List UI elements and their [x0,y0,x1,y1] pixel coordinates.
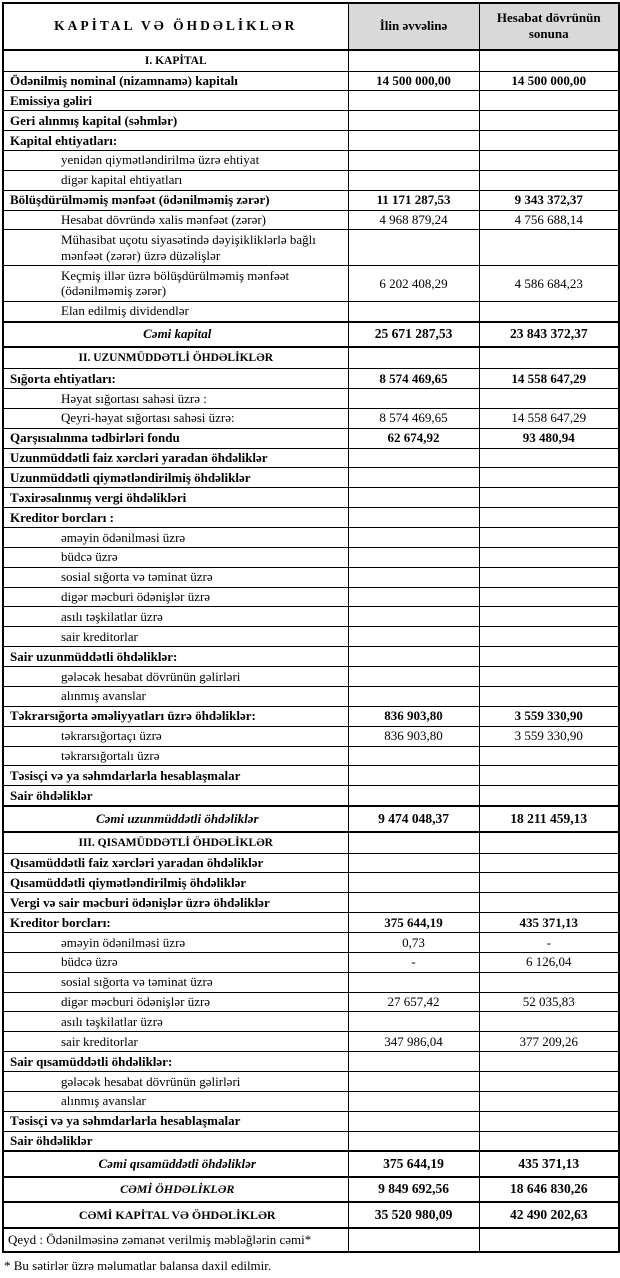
table-row [3,230,619,266]
value-period-end [479,1131,619,1151]
value-year-start: 9 474 048,37 [348,806,479,831]
table-row [3,1052,619,1072]
row-label: büdcə üzrə [3,952,348,972]
row-label: əməyin ödənilməsi üzrə [3,933,348,953]
value-period-end [479,131,619,151]
value-period-end [479,873,619,893]
value-year-start [348,508,479,528]
table-row [3,1111,619,1131]
value-period-end [479,1091,619,1111]
table-row [3,627,619,647]
value-year-start [348,647,479,667]
row-label: Cəmi uzunmüddətli öhdəliklər [3,806,348,831]
table-row [3,893,619,913]
table-row [3,170,619,190]
value-period-end [479,547,619,567]
row-label: Cəmi qısamüddətli öhdəliklər [3,1151,348,1176]
value-year-start [348,627,479,647]
value-year-start [348,873,479,893]
row-label: Sair uzunmüddətli öhdəliklər: [3,647,348,667]
value-year-start: 8 574 469,65 [348,408,479,428]
value-period-end: 23 843 372,37 [479,322,619,347]
row-label: Bölüşdürülməmiş mənfəət (ödənilməmiş zərər) [3,190,348,210]
row-label: Vergi və sair məcburi ödənişlər üzrə öhdəliklər [3,893,348,913]
table-row [3,667,619,687]
value-year-start [348,131,479,151]
row-label: Qeyd : Ödənilməsinə zəmanət verilmiş məbləğlərin cəmi* [3,1228,348,1252]
row-label: I. KAPİTAL [3,50,348,72]
value-period-end [479,853,619,873]
row-label: Uzunmüddətli qiymətləndirilmiş öhdəliklər [3,468,348,488]
value-period-end: 6 126,04 [479,952,619,972]
table-row [3,746,619,766]
value-year-start [348,230,479,266]
value-period-end: 435 371,13 [479,1151,619,1176]
table-row [3,726,619,746]
table-row [3,647,619,667]
value-period-end: 14 558 647,29 [479,369,619,389]
row-label: Sair öhdəliklər [3,1131,348,1151]
row-label: Uzunmüddətli faiz xərcləri yaradan öhdəliklər [3,448,348,468]
value-year-start: 347 986,04 [348,1032,479,1052]
row-label: sosial sığorta və təminat üzrə [3,567,348,587]
table-row [3,1032,619,1052]
value-year-start [348,389,479,409]
row-label: Təkrarsığorta əməliyyatları üzrə öhdəliklər: [3,706,348,726]
table-row [3,190,619,210]
row-label: alınmış avanslar [3,686,348,706]
row-label: II. UZUNMÜDDƏTLİ ÖHDƏLİKLƏR [3,347,348,369]
value-year-start: 35 520 980,09 [348,1202,479,1227]
value-period-end [479,347,619,369]
value-year-start [348,150,479,170]
header-year-start: İlin əvvəlinə [348,3,479,50]
table-row [3,301,619,321]
table-row [3,873,619,893]
value-period-end [479,587,619,607]
table-row [3,1131,619,1151]
value-year-start [348,667,479,687]
value-period-end [479,1111,619,1131]
row-label: sair kreditorlar [3,1032,348,1052]
row-label: Kapital ehtiyatları: [3,131,348,151]
table-header-row [3,3,619,50]
row-label: sosial sığorta və təminat üzrə [3,972,348,992]
value-year-start: - [348,952,479,972]
value-year-start: 25 671 287,53 [348,322,479,347]
table-row [3,607,619,627]
value-period-end: 4 586 684,23 [479,266,619,302]
table-row [3,1012,619,1032]
row-label: Qarşısıalınma tədbirləri fondu [3,428,348,448]
table-row [3,587,619,607]
table-row [3,547,619,567]
value-year-start: 375 644,19 [348,913,479,933]
value-period-end: 14 500 000,00 [479,71,619,91]
table-row [3,952,619,972]
value-year-start [348,832,479,854]
value-year-start [348,1072,479,1092]
table-row [3,111,619,131]
value-period-end [479,1072,619,1092]
table-row [3,408,619,428]
value-period-end [479,50,619,72]
value-period-end [479,893,619,913]
table-row [3,528,619,548]
value-year-start: 62 674,92 [348,428,479,448]
row-label: Sığorta ehtiyatları: [3,369,348,389]
row-label: yenidən qiymətləndirilmə üzrə ehtiyat [3,150,348,170]
value-period-end: 435 371,13 [479,913,619,933]
row-label: Sair qısamüddətli öhdəliklər: [3,1052,348,1072]
row-label: digər məcburi ödənişlər üzrə [3,992,348,1012]
value-year-start [348,972,479,992]
row-label: təkrarsığortalı üzrə [3,746,348,766]
value-year-start: 8 574 469,65 [348,369,479,389]
row-label: Hesabat dövründə xalis mənfəət (zərər) [3,210,348,230]
value-year-start: 14 500 000,00 [348,71,479,91]
value-year-start [348,1091,479,1111]
table-row [3,347,619,369]
table-row [3,1091,619,1111]
value-year-start [348,170,479,190]
balance-table-body [3,50,619,1252]
table-row [3,1072,619,1092]
value-year-start [348,111,479,131]
value-year-start: 0,73 [348,933,479,953]
value-year-start: 9 849 692,56 [348,1177,479,1202]
value-period-end [479,972,619,992]
value-period-end: - [479,933,619,953]
value-period-end [479,150,619,170]
value-period-end [479,567,619,587]
table-row [3,266,619,302]
table-row [3,210,619,230]
row-label: Kreditor borcları : [3,508,348,528]
value-period-end [479,832,619,854]
value-period-end [479,786,619,806]
value-year-start [348,587,479,607]
value-year-start [348,766,479,786]
value-period-end: 18 211 459,13 [479,806,619,831]
row-label: Cəmi kapital [3,322,348,347]
value-year-start [348,91,479,111]
value-period-end [479,607,619,627]
value-period-end: 4 756 688,14 [479,210,619,230]
value-year-start [348,746,479,766]
row-label: təkrarsığortaçı üzrə [3,726,348,746]
table-row [3,1151,619,1176]
value-year-start [348,1111,479,1131]
row-label: gələcək hesabat dövrünün gəlirləri [3,667,348,687]
table-row [3,50,619,72]
value-year-start [348,1131,479,1151]
value-period-end [479,647,619,667]
value-period-end: 9 343 372,37 [479,190,619,210]
row-label: asılı təşkilatlar üzrə [3,1012,348,1032]
header-period-end: Hesabat dövrünün sonuna [479,3,619,50]
table-row [3,1228,619,1252]
row-label: büdcə üzrə [3,547,348,567]
value-year-start [348,567,479,587]
value-year-start [348,686,479,706]
table-row [3,369,619,389]
value-year-start [348,1052,479,1072]
row-label: digər məcburi ödənişlər üzrə [3,587,348,607]
table-row [3,832,619,854]
row-label: CƏMİ ÖHDƏLİKLƏR [3,1177,348,1202]
table-row [3,508,619,528]
value-year-start [348,1228,479,1252]
table-row [3,853,619,873]
value-period-end [479,1228,619,1252]
value-year-start [348,893,479,913]
table-row [3,706,619,726]
table-row [3,389,619,409]
header-capital-liabilities: KAPİTAL VƏ ÖHDƏLİKLƏR [3,3,348,50]
value-period-end: 93 480,94 [479,428,619,448]
value-year-start [348,853,479,873]
value-period-end [479,230,619,266]
table-row [3,322,619,347]
row-label: Qeyri-həyat sığortası sahəsi üzrə: [3,408,348,428]
table-row [3,933,619,953]
table-row [3,448,619,468]
value-year-start [348,301,479,321]
value-year-start [348,468,479,488]
value-year-start: 4 968 879,24 [348,210,479,230]
value-period-end: 3 559 330,90 [479,706,619,726]
value-period-end [479,448,619,468]
value-period-end [479,91,619,111]
value-year-start [348,786,479,806]
row-label: gələcək hesabat dövrünün gəlirləri [3,1072,348,1092]
table-row [3,913,619,933]
table-row [3,567,619,587]
row-label: Təxirəsalınmış vergi öhdəlikləri [3,488,348,508]
table-row [3,992,619,1012]
row-label: əməyin ödənilməsi üzrə [3,528,348,548]
table-row [3,71,619,91]
value-year-start [348,488,479,508]
table-row [3,766,619,786]
value-period-end: 42 490 202,63 [479,1202,619,1227]
row-label: Mühasibat uçotu siyasətində dəyişikliklərlə bağlı mənfəət (zərər) üzrə düzəlişlər [3,230,348,266]
value-year-start [348,347,479,369]
value-period-end [479,488,619,508]
row-label: alınmış avanslar [3,1091,348,1111]
value-period-end: 52 035,83 [479,992,619,1012]
value-period-end [479,170,619,190]
balance-sheet-table [2,2,620,1253]
table-row [3,972,619,992]
row-label: Təsisçi və ya səhmdarlarla hesablaşmalar [3,1111,348,1131]
row-label: Qısamüddətli qiymətləndirilmiş öhdəliklər [3,873,348,893]
value-period-end: 14 558 647,29 [479,408,619,428]
row-label: asılı təşkilatlar üzrə [3,607,348,627]
row-label: Həyat sığortası sahəsi üzrə : [3,389,348,409]
row-label: Elan edilmiş dividendlər [3,301,348,321]
value-year-start [348,547,479,567]
value-period-end: 3 559 330,90 [479,726,619,746]
value-year-start [348,1012,479,1032]
value-year-start: 27 657,42 [348,992,479,1012]
table-row [3,686,619,706]
value-period-end [479,686,619,706]
value-period-end [479,667,619,687]
value-period-end [479,1052,619,1072]
value-year-start: 6 202 408,29 [348,266,479,302]
value-period-end [479,627,619,647]
row-label: Təsisçi və ya səhmdarlarla hesablaşmalar [3,766,348,786]
row-label: III. QISAMÜDDƏTLİ ÖHDƏLİKLƏR [3,832,348,854]
table-row [3,150,619,170]
table-row [3,91,619,111]
table-row [3,428,619,448]
row-label: Emissiya gəliri [3,91,348,111]
value-year-start: 836 903,80 [348,726,479,746]
value-period-end [479,468,619,488]
row-label: digər kapital ehtiyatları [3,170,348,190]
value-period-end [479,766,619,786]
table-row [3,1177,619,1202]
value-year-start [348,528,479,548]
value-year-start [348,50,479,72]
value-year-start [348,448,479,468]
table-row [3,488,619,508]
table-row [3,131,619,151]
value-period-end: 377 209,26 [479,1032,619,1052]
row-label: CƏMİ KAPİTAL VƏ ÖHDƏLİKLƏR [3,1202,348,1227]
row-label: Geri alınmış kapital (səhmlər) [3,111,348,131]
value-year-start [348,607,479,627]
table-row [3,1202,619,1227]
value-year-start: 836 903,80 [348,706,479,726]
value-period-end [479,301,619,321]
value-year-start: 11 171 287,53 [348,190,479,210]
row-label: Kreditor borcları: [3,913,348,933]
table-row [3,786,619,806]
value-period-end [479,389,619,409]
value-period-end [479,1012,619,1032]
value-year-start: 375 644,19 [348,1151,479,1176]
value-period-end [479,111,619,131]
table-row [3,806,619,831]
row-label: Ödənilmiş nominal (nizamnamə) kapitalı [3,71,348,91]
footnote: * Bu sətirlər üzrə məlumatlar balansa daxil edilmir. [4,1257,272,1273]
value-period-end [479,528,619,548]
value-period-end: 18 646 830,26 [479,1177,619,1202]
row-label: sair kreditorlar [3,627,348,647]
row-label: Keçmiş illər üzrə bölüşdürülməmiş mənfəət (ödənilməmiş zərər) [3,266,348,302]
table-row [3,468,619,488]
value-period-end [479,508,619,528]
value-period-end [479,746,619,766]
row-label: Sair öhdəliklər [3,786,348,806]
row-label: Qısamüddətli faiz xərcləri yaradan öhdəliklər [3,853,348,873]
